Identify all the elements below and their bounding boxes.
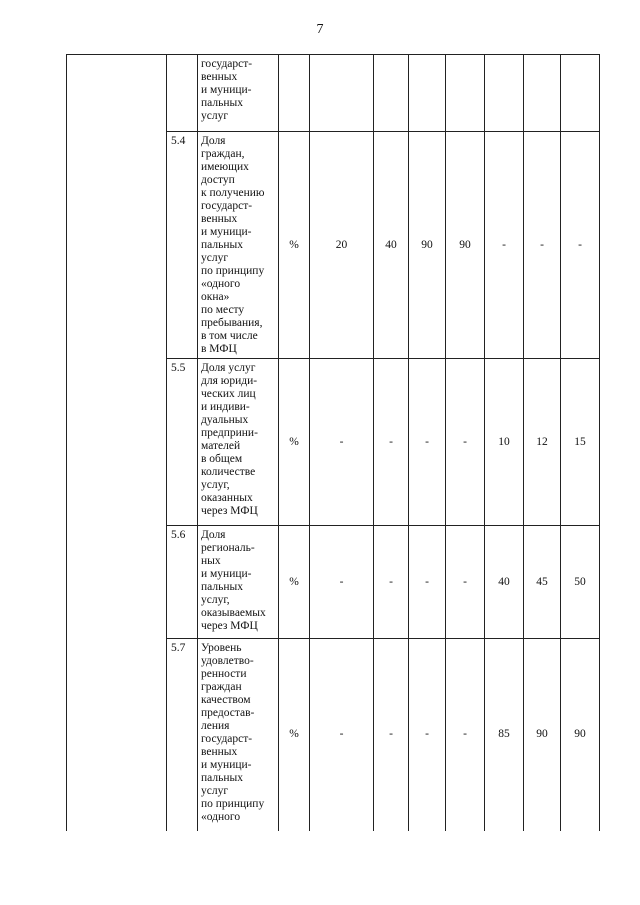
value-cell: 12 xyxy=(524,359,561,526)
row-number-cell: 5.7 xyxy=(167,639,198,831)
value-cell: - xyxy=(374,526,409,639)
unit-cell: % xyxy=(279,359,310,526)
unit-cell: % xyxy=(279,132,310,359)
value-cell xyxy=(310,55,374,132)
value-cell xyxy=(561,55,600,132)
value-cell: - xyxy=(446,526,485,639)
value-cell: 85 xyxy=(485,639,524,831)
value-cell xyxy=(524,55,561,132)
indicator-name-cell: Доля услуг для юриди- ческих лиц и индиви- дуальных предприни- мателей в общем количестве услуг, оказанных через МФЦ xyxy=(198,359,279,526)
value-cell: - xyxy=(409,526,446,639)
value-cell: - xyxy=(374,639,409,831)
indicator-name-cell: Доля региональ- ных и муници- пальных услуг, оказываемых через МФЦ xyxy=(198,526,279,639)
table-row xyxy=(67,55,600,132)
value-cell xyxy=(446,55,485,132)
indicator-name-cell: государст- венных и муници- пальных услуг xyxy=(198,55,279,132)
value-cell: - xyxy=(524,132,561,359)
value-cell: - xyxy=(561,132,600,359)
unit-cell: % xyxy=(279,526,310,639)
indicators-table xyxy=(66,54,600,831)
section-column-cell xyxy=(67,55,167,831)
value-cell: 10 xyxy=(485,359,524,526)
unit-cell: % xyxy=(279,639,310,831)
value-cell: 90 xyxy=(409,132,446,359)
value-cell: 45 xyxy=(524,526,561,639)
value-cell: - xyxy=(485,132,524,359)
value-cell: 90 xyxy=(524,639,561,831)
indicator-name-cell: Доля граждан, имеющих доступ к получению государст- венных и муници- пальных услуг по принципу «одного окна» по месту пребывания, в том числе в МФЦ xyxy=(198,132,279,359)
value-cell xyxy=(374,55,409,132)
row-number-cell xyxy=(167,55,198,132)
unit-cell xyxy=(279,55,310,132)
indicator-name-cell: Уровень удовлетво- ренности граждан качеством предостав- ления государст- венных и муници- пальных услуг по принципу «одного xyxy=(198,639,279,831)
value-cell: - xyxy=(446,639,485,831)
value-cell: - xyxy=(374,359,409,526)
page-number: 7 xyxy=(316,22,324,37)
value-cell xyxy=(409,55,446,132)
value-cell: - xyxy=(446,359,485,526)
row-number-cell: 5.6 xyxy=(167,526,198,639)
value-cell: - xyxy=(409,639,446,831)
value-cell: 90 xyxy=(561,639,600,831)
row-number-cell: 5.5 xyxy=(167,359,198,526)
value-cell: 50 xyxy=(561,526,600,639)
value-cell: 20 xyxy=(310,132,374,359)
value-cell: 40 xyxy=(485,526,524,639)
value-cell: 15 xyxy=(561,359,600,526)
row-number-cell: 5.4 xyxy=(167,132,198,359)
value-cell: - xyxy=(310,639,374,831)
value-cell: 90 xyxy=(446,132,485,359)
value-cell xyxy=(485,55,524,132)
value-cell: - xyxy=(409,359,446,526)
value-cell: - xyxy=(310,359,374,526)
value-cell: 40 xyxy=(374,132,409,359)
value-cell: - xyxy=(310,526,374,639)
